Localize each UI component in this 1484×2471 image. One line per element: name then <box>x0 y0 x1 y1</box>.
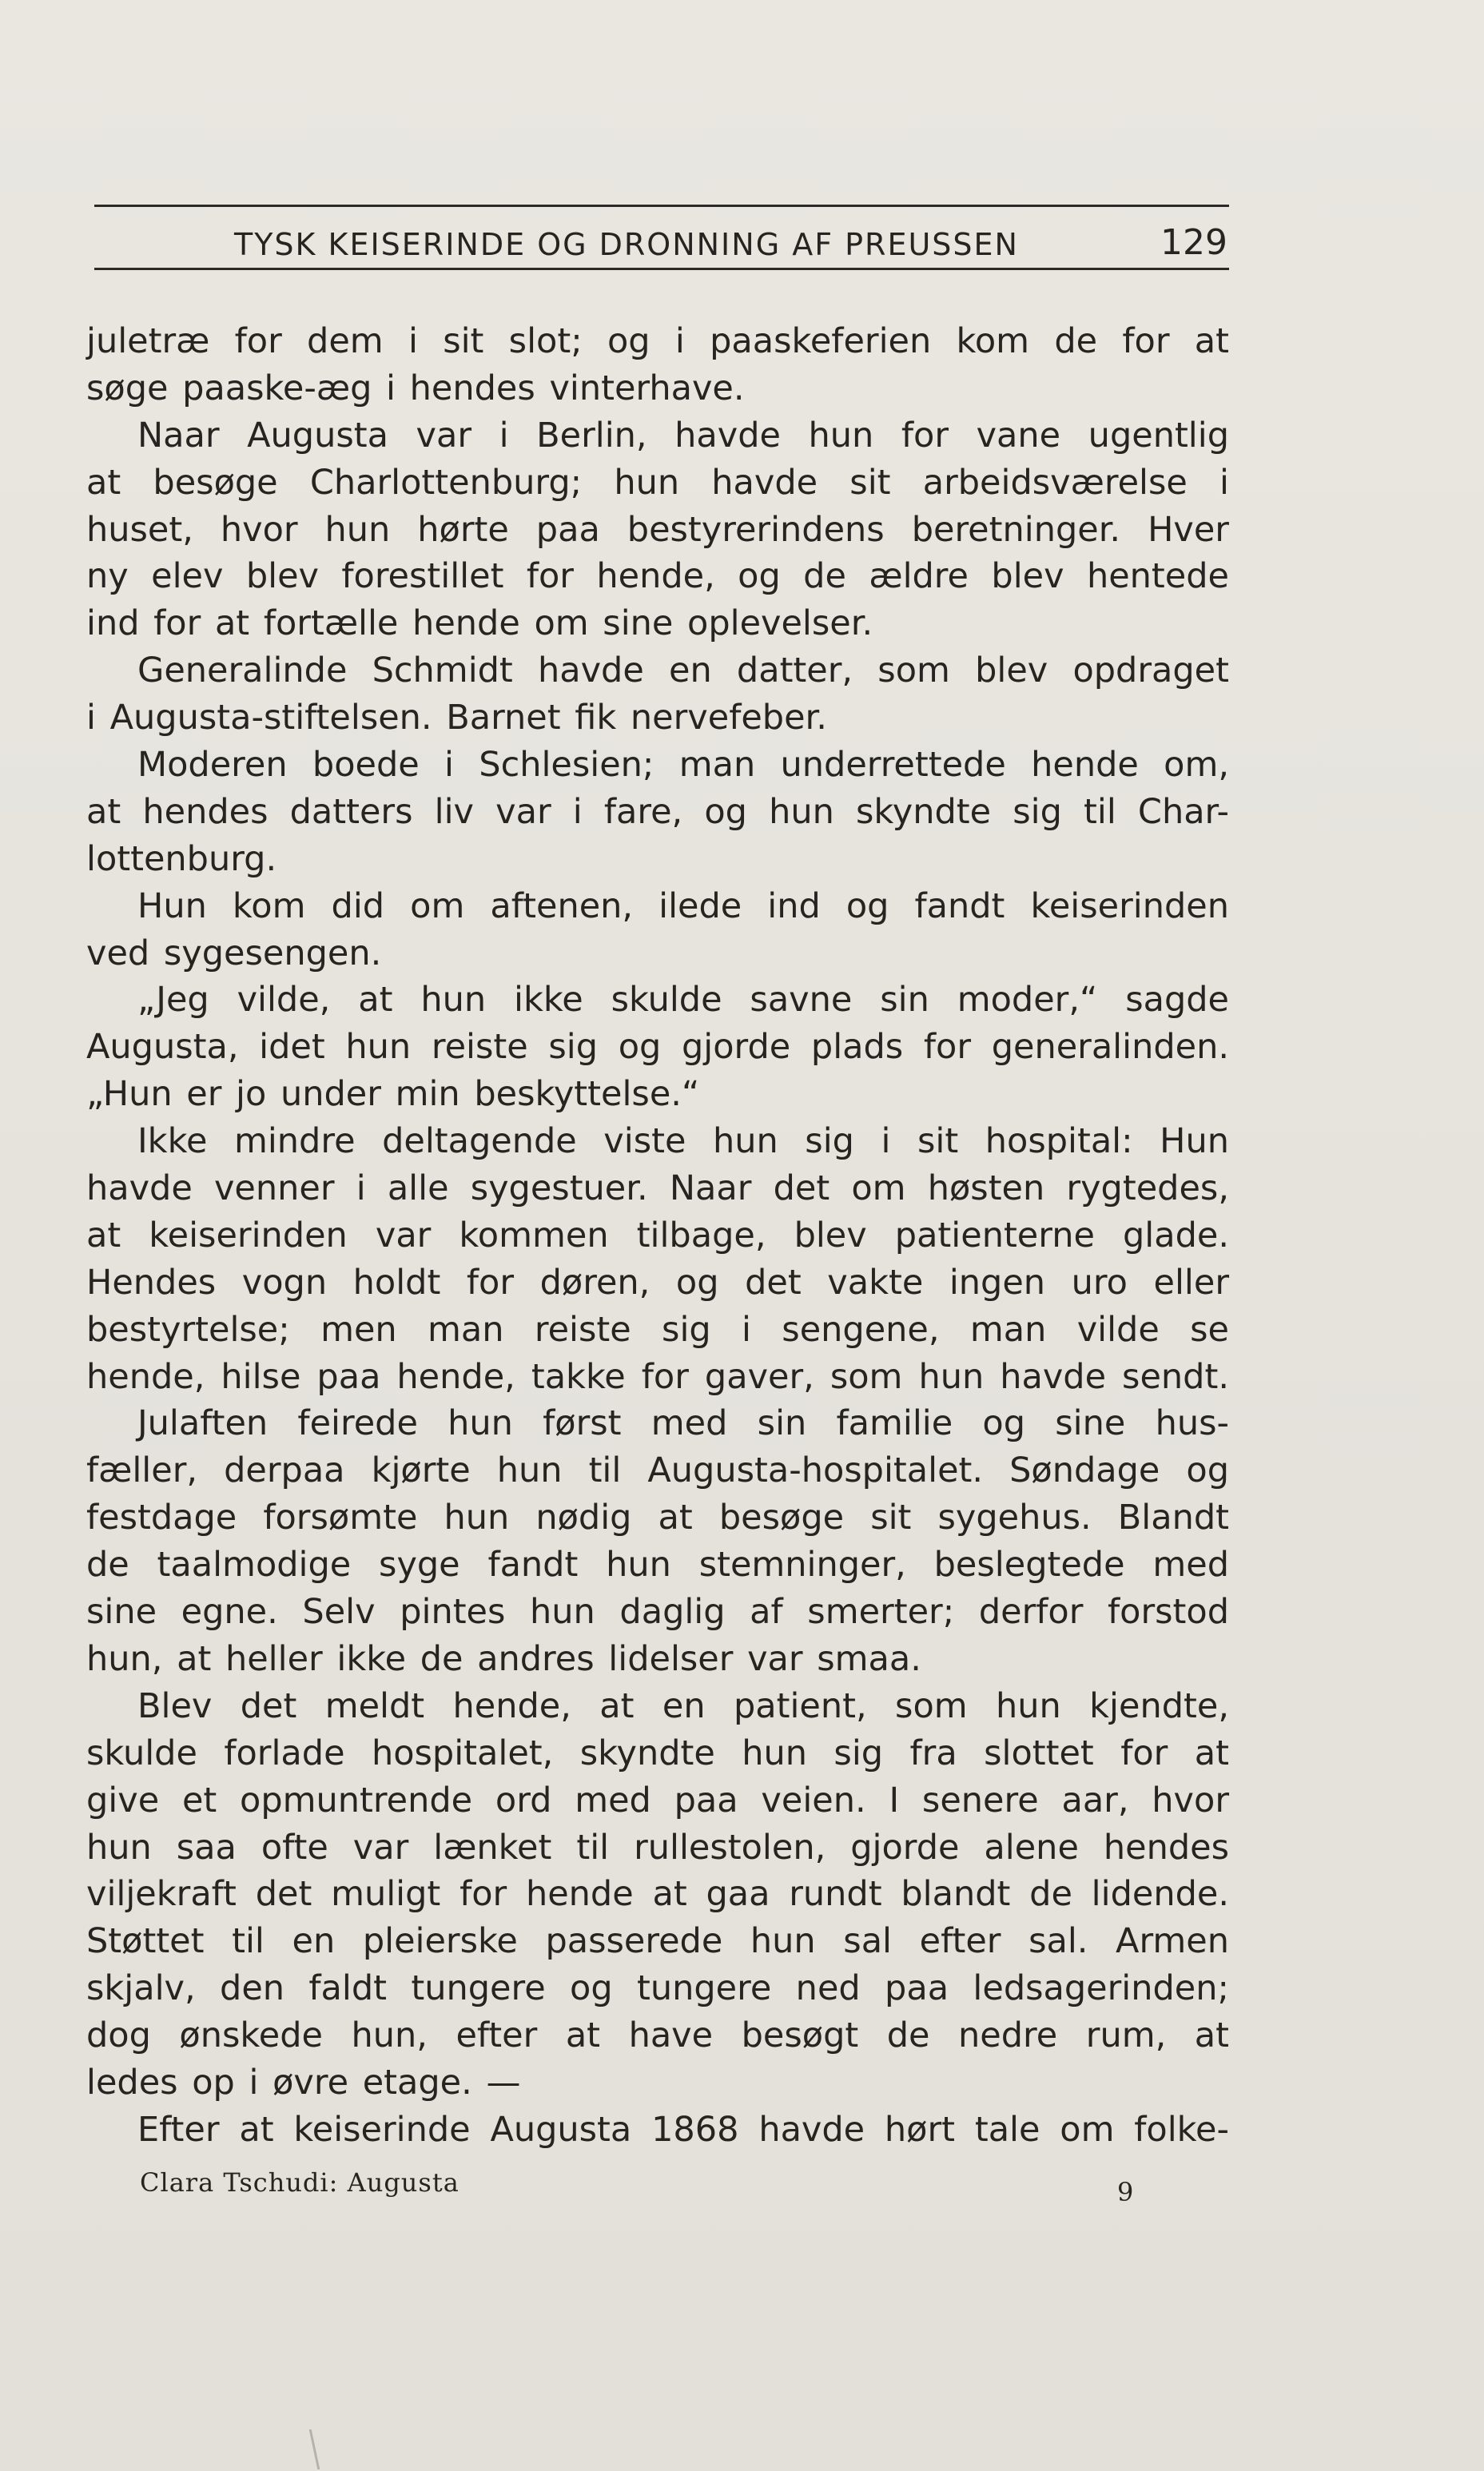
text-line: lottenburg. <box>86 838 277 879</box>
running-head-title: TYSK KEISERINDE OG DRONNING AF PREUSSEN <box>234 227 1019 262</box>
text-line: Blev det meldt hende, at en patient, som hun kjendte, <box>137 1685 1229 1726</box>
footer-author-line: Clara Tschudi: Augusta <box>140 2167 460 2198</box>
text-line: at besøge Charlottenburg; hun havde sit arbeidsværelse i <box>86 462 1229 503</box>
header-rule-top <box>94 205 1229 207</box>
text-line: fæller, derpaa kjørte hun til Augusta-hospitalet. Søndage og <box>86 1450 1229 1491</box>
text-line: „Jeg vilde, at hun ikke skulde savne sin moder,“ sagde <box>137 980 1229 1021</box>
text-line: hende, hilse paa hende, takke for gaver, som hun havde sendt. <box>86 1356 1229 1397</box>
text-line: havde venner i alle sygestuer. Naar det om høsten rygtedes, <box>86 1168 1229 1209</box>
text-line: festdage forsømte hun nødig at besøge sit sygehus. Blandt <box>86 1498 1229 1538</box>
text-line: sine egne. Selv pintes hun daglig af smerter; derfor forstod <box>86 1592 1229 1633</box>
text-line: Moderen boede i Schlesien; man underrettede hende om, <box>137 745 1229 786</box>
body-text <box>86 318 1229 2154</box>
text-line: viljekraft det muligt for hende at gaa rundt blandt de lidende. <box>86 1874 1229 1915</box>
text-line: bestyrtelse; men man reiste sig i sengene, man vilde se <box>86 1309 1229 1350</box>
text-line: søge paaske-æg i hendes vinterhave. <box>86 368 745 408</box>
text-line: give et opmuntrende ord med paa veien. I senere aar, hvor <box>86 1780 1229 1820</box>
text-line: „Hun er jo under min beskyttelse.“ <box>86 1074 700 1115</box>
text-line: Augusta, idet hun reiste sig og gjorde plads for generalinden. <box>86 1027 1229 1068</box>
text-line: i Augusta-stiftelsen. Barnet fik nervefeber. <box>86 698 827 738</box>
page-number: 129 <box>1160 222 1227 263</box>
text-line: Naar Augusta var i Berlin, havde hun for vane ugentlig <box>137 415 1229 456</box>
text-line: ny elev blev forestillet for hende, og de ældre blev hentede <box>86 556 1229 597</box>
scan-mark <box>309 2429 320 2469</box>
text-line: skulde forlade hospitalet, skyndte hun sig fra slottet for at <box>86 1733 1229 1773</box>
text-line: Generalinde Schmidt havde en datter, som blev opdraget <box>137 651 1229 691</box>
text-line: ind for at fortælle hende om sine oplevelser. <box>86 603 873 644</box>
header-rule-bottom <box>94 268 1229 270</box>
text-line: Efter at keiserinde Augusta 1868 havde hørt tale om folke- <box>137 2109 1229 2150</box>
running-head <box>94 205 1229 270</box>
text-line: Ikke mindre deltagende viste hun sig i sit hospital: Hun <box>137 1121 1229 1162</box>
text-line: huset, hvor hun hørte paa bestyrerindens beretninger. Hver <box>86 509 1229 550</box>
text-line: Hun kom did om aftenen, ilede ind og fandt keiserinden <box>137 885 1229 926</box>
signature-mark: 9 <box>1117 2177 1134 2207</box>
text-line: hun, at heller ikke de andres lidelser var smaa. <box>86 1638 921 1679</box>
text-line: ledes op i øvre etage. — <box>86 2062 521 2103</box>
text-line: ved sygesengen. <box>86 933 382 973</box>
text-line: Hendes vogn holdt for døren, og det vakte ingen uro eller <box>86 1262 1229 1303</box>
text-line: at keiserinden var kommen tilbage, blev patienterne glade. <box>86 1215 1229 1255</box>
text-line: de taalmodige syge fandt hun stemninger, beslegtede med <box>86 1545 1229 1586</box>
text-line: skjalv, den faldt tungere og tungere ned paa ledsagerinden; <box>86 1968 1229 2009</box>
text-line: hun saa ofte var lænket til rullestolen, gjorde alene hendes <box>86 1827 1229 1868</box>
text-line: Julaften feirede hun først med sin familie og sine hus- <box>137 1403 1229 1444</box>
text-line: dog ønskede hun, efter at have besøgt de nedre rum, at <box>86 2015 1229 2056</box>
text-line: Støttet til en pleierske passerede hun sal efter sal. Armen <box>86 1921 1229 1962</box>
text-line: at hendes datters liv var i fare, og hun skyndte sig til Char- <box>86 791 1229 832</box>
text-line: juletræ for dem i sit slot; og i paaskeferien kom de for at <box>86 321 1229 361</box>
